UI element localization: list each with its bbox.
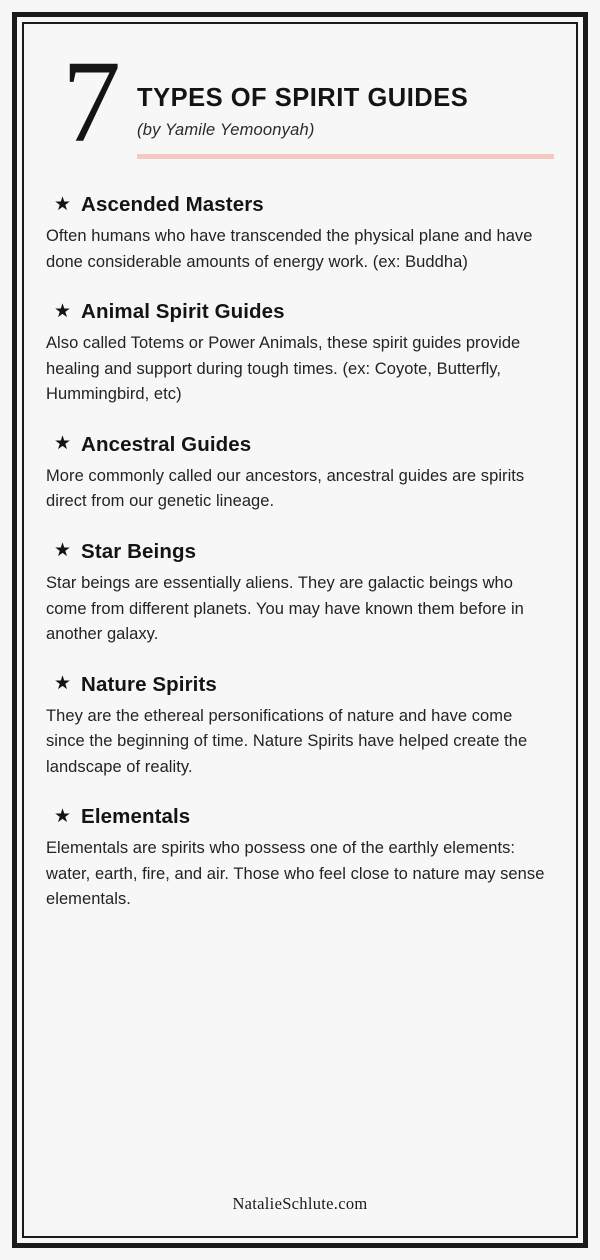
poster-header: [46, 36, 554, 167]
list-item: [46, 193, 554, 275]
footer-credit: NatalieSchlute.com: [232, 1194, 368, 1213]
star-icon: ★: [54, 300, 72, 322]
title-block: [137, 50, 554, 159]
list-item-header: [54, 300, 554, 324]
page-title: TYPES OF SPIRIT GUIDES: [137, 84, 469, 112]
list-item-title: Animal Spirit Guides: [81, 300, 285, 324]
count-number: 7: [62, 36, 119, 167]
list-item-description: They are the ethereal personifications of nature and have come since the beginning of time. Nature Spirits have helped create the landscape of reality.: [46, 706, 528, 776]
list-item-description: Often humans who have transcended the physical plane and have done considerable amounts of energy work. (ex: Buddha): [46, 227, 533, 271]
star-icon: ★: [54, 193, 72, 215]
list-item-header: [54, 540, 554, 564]
list-item: [46, 673, 554, 781]
list-item-header: [54, 433, 554, 457]
star-icon: ★: [54, 805, 72, 827]
guide-types-list: [46, 193, 554, 913]
star-icon: ★: [54, 433, 72, 455]
list-item: [46, 300, 554, 408]
poster-content: [46, 36, 554, 1220]
list-item: [46, 805, 554, 913]
list-item-description: Elementals are spirits who possess one of the earthly elements: water, earth, fire, and air. Those who feel close to nature may sense elementals.: [46, 839, 545, 909]
star-icon: ★: [54, 673, 72, 695]
list-item-description: Also called Totems or Power Animals, these spirit guides provide healing and support during tough times. (ex: Coyote, Butterfly, Hummingbird, etc): [46, 334, 521, 404]
list-item-title: Elementals: [81, 805, 191, 829]
list-item-header: [54, 193, 554, 217]
list-item-header: [54, 673, 554, 697]
list-item-description: More commonly called our ancestors, ancestral guides are spirits direct from our genetic lineage.: [46, 466, 525, 511]
list-item-description: Star beings are essentially aliens. They are galactic beings who come from different planets. You may have known them before in another galaxy.: [46, 573, 524, 644]
title-underline-rule: [137, 154, 554, 159]
page-subtitle: (by Yamile Yemoonyah): [137, 121, 315, 140]
list-item-title: Nature Spirits: [81, 672, 217, 696]
star-icon: ★: [54, 540, 72, 562]
list-item-title: Ascended Masters: [81, 193, 264, 217]
list-item: [46, 433, 554, 515]
list-item-title: Star Beings: [81, 539, 197, 563]
list-item: [46, 540, 554, 648]
list-item-header: [54, 805, 554, 829]
list-item-title: Ancestral Guides: [81, 432, 252, 456]
